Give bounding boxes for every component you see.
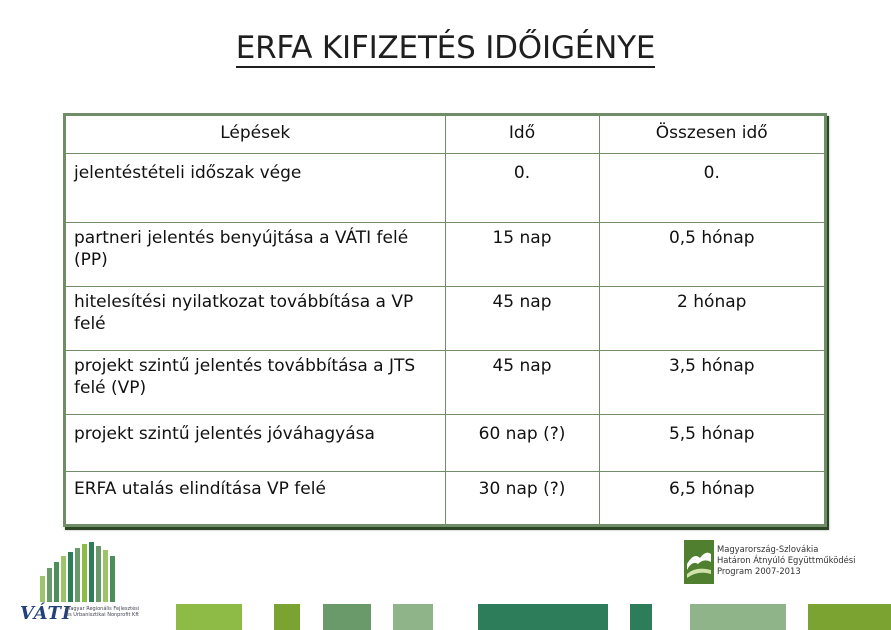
stripe-segment <box>690 604 786 630</box>
vati-bars-graphic <box>40 542 130 602</box>
stripe-segment <box>176 604 242 630</box>
table-row <box>66 222 824 286</box>
header-steps: Lépések <box>66 116 445 153</box>
stripe-segment <box>808 604 891 630</box>
step-cell: ERFA utalás elindítása VP felé <box>66 471 445 526</box>
table-row <box>66 471 824 526</box>
vati-logo <box>14 532 164 627</box>
total-time-cell: 2 hónap <box>599 286 824 350</box>
time-cell: 60 nap (?) <box>445 414 599 471</box>
husk-line1: Magyarország-Szlovákia <box>717 544 819 554</box>
total-time-cell: 5,5 hónap <box>599 414 824 471</box>
stripe-segment <box>393 604 433 630</box>
time-cell: 15 nap <box>445 222 599 286</box>
total-time-cell: 6,5 hónap <box>599 471 824 526</box>
vati-subtitle-line2: és Urbanisztikai Nonprofit Kft <box>66 612 139 618</box>
stripe-segment <box>323 604 371 630</box>
time-cell: 45 nap <box>445 286 599 350</box>
time-cell: 0. <box>445 153 599 222</box>
husk-emblem-icon <box>684 540 714 584</box>
table-row <box>66 153 824 222</box>
total-time-cell: 0,5 hónap <box>599 222 824 286</box>
stripe-segment <box>630 604 652 630</box>
total-time-cell: 0. <box>599 153 824 222</box>
header-time: Idő <box>445 116 599 153</box>
step-cell: jelentéstételi időszak vége <box>66 153 445 222</box>
table-row <box>66 414 824 471</box>
vati-subtitle-line1: Magyar Regionális Fejlesztési <box>66 606 140 612</box>
husk-text <box>717 544 856 577</box>
stripe-segment <box>274 604 300 630</box>
step-cell: projekt szintű jelentés jóváhagyása <box>66 414 445 471</box>
payment-time-table <box>63 113 827 527</box>
total-time-cell: 3,5 hónap <box>599 350 824 414</box>
table <box>66 116 824 526</box>
husk-programme-logo <box>684 540 854 588</box>
time-cell: 45 nap <box>445 350 599 414</box>
husk-line2: Határon Átnyúló Együttműködési <box>717 555 856 565</box>
page-title <box>0 30 891 66</box>
vati-wordmark: VÁTI <box>20 603 72 624</box>
header-total-time: Összesen idő <box>599 116 824 153</box>
stripe-segment <box>478 604 608 630</box>
step-cell: projekt szintű jelentés továbbítása a JTS felé (VP) <box>66 350 445 414</box>
time-cell: 30 nap (?) <box>445 471 599 526</box>
step-cell: hitelesítési nyilatkozat továbbítása a VP felé <box>66 286 445 350</box>
vati-subtitle <box>66 606 166 618</box>
page-title-text: ERFA KIFIZETÉS IDŐIGÉNYE <box>235 30 656 66</box>
table-header-row <box>66 116 824 153</box>
step-cell: partneri jelentés benyújtása a VÁTI felé (PP) <box>66 222 445 286</box>
table-row <box>66 286 824 350</box>
table-row <box>66 350 824 414</box>
husk-line3: Program 2007-2013 <box>717 566 801 576</box>
